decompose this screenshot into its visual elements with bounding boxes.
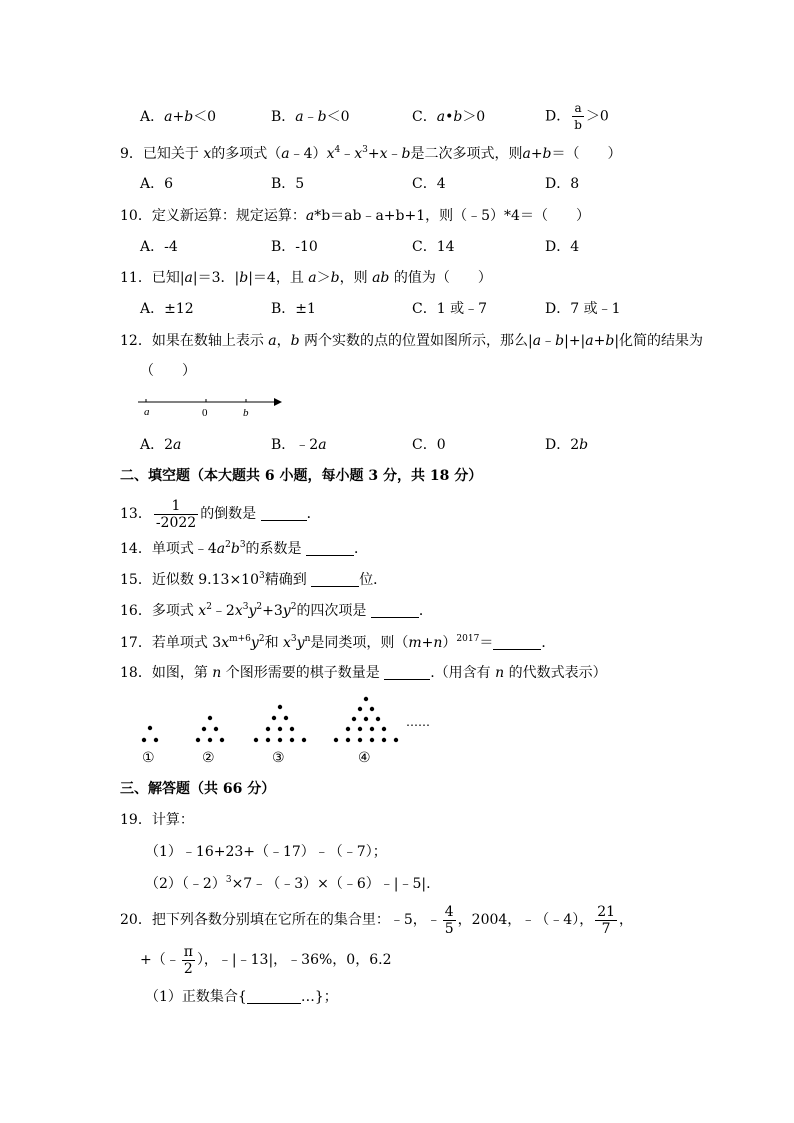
figure-label-2: ② [202, 750, 215, 766]
q11-option-b: B．±1 [271, 301, 316, 317]
q19-part-2: （2）（﹣2）$^3$×7﹣（﹣3）×（﹣6）﹣|﹣5|. [145, 875, 431, 892]
q9-option-b: B．5 [271, 176, 305, 192]
figure-1 [142, 726, 158, 742]
question-16: 16．多项式 $x^2﹣2x^3y^2+3y^2$的四次项是 ． [120, 602, 433, 619]
figure-3 [254, 705, 306, 742]
q10-option-d: D．4 [545, 239, 580, 255]
section-3-heading: 三、解答题（共 66 分） [120, 781, 276, 797]
question-19: 19．计算： [120, 812, 194, 828]
q10-option-c: C．14 [412, 239, 455, 255]
q12-option-d: D．2b [545, 437, 589, 453]
question-14: 14．单项式$﹣4a^2b^3$的系数是 ． [120, 540, 368, 557]
q8-option-b: B．a﹣b＜0 [271, 109, 350, 125]
question-10: 10．定义新运算：规定运算：a*b＝ab﹣a+b+1，则（﹣5）*4＝（ ） [120, 208, 590, 224]
axis-label-0: 0 [202, 407, 208, 419]
question-17: 17．若单项式 $3x^{m+6}y^2$和 $x^3y^n$是同类项，则$(m+n)^{2017}=$ ． [120, 634, 556, 651]
q11-option-c: C．1 或﹣7 [412, 301, 487, 317]
number-line-arrow [274, 398, 282, 406]
q12-option-c: C．0 [412, 437, 446, 453]
figure-4 [334, 697, 398, 742]
q10-option-b: B．-10 [271, 239, 318, 255]
q9-option-c: C．4 [412, 176, 446, 192]
section-2-heading: 二、填空题（本大题共 6 小题，每小题 3 分，共 18 分） [120, 468, 483, 484]
question-15: 15．近似数 $9.13\times 10^3$精确到 位． [120, 571, 388, 588]
question-18: 18．如图，第 n 个图形需要的棋子数量是 .（用含有 n 的代数式表示） [120, 665, 607, 681]
q20-line-2: +（﹣ $\frac{\pi}{2}$ ），﹣|﹣13|，﹣36%，0，6.2 [140, 943, 392, 977]
q12-option-b: B．﹣2a [271, 437, 327, 453]
q16-answer-blank[interactable] [371, 603, 419, 618]
q20-positive-set: （1）正数集合{ …}； [145, 989, 338, 1005]
q12-answer-paren: （ ） [140, 363, 196, 379]
q11-option-d: D．7 或﹣1 [545, 301, 621, 317]
figure-label-1: ① [142, 750, 155, 766]
q15-answer-blank[interactable] [311, 572, 359, 587]
q12-option-a: A．2a [140, 437, 182, 453]
question-11: 11．已知|a|＝3．|b|＝4，且 a＞b，则 ab 的值为（ ） [120, 270, 492, 286]
figure-2 [196, 716, 224, 742]
figure-label-3: ③ [272, 750, 285, 766]
q11-option-a: A．±12 [140, 301, 194, 317]
figure-label-4: ④ [358, 750, 371, 766]
q8-option-c: C．a•b＞0 [412, 109, 486, 125]
q17-answer-blank[interactable] [493, 635, 541, 650]
q18-answer-blank[interactable] [384, 665, 430, 680]
question-20: 20．把下列各数分别填在它所在的集合里：﹣5，﹣ $\frac{4}{5}$ ，2004，﹣（﹣4）， $\frac{21}{7}$ ， [120, 903, 634, 937]
q8-option-a: A．a+b＜0 [140, 109, 217, 125]
q10-option-a: A．-4 [140, 239, 178, 255]
question-12: 12．如果在数轴上表示 a，b 两个实数的点的位置如图所示，那么|a﹣b|+|a+b|化简的结果为 [120, 333, 704, 349]
q9-option-d: D．8 [545, 176, 580, 192]
q20-positive-set-blank[interactable] [247, 989, 301, 1004]
q19-part-1: （1）﹣16+23+（﹣17）﹣（﹣7）； [145, 844, 387, 860]
figure-ellipsis: …… [406, 715, 430, 729]
q8-option-d: D． $\frac{a}{b}$ ＞0 [545, 101, 609, 132]
axis-label-b: b [243, 407, 249, 419]
number-line [136, 392, 284, 420]
axis-label-a: a [144, 406, 150, 418]
question-13: 13． $\frac{1}{-2022}$ 的倒数是 ． [120, 497, 321, 531]
question-9: 9．已知关于 x的多项式$(a﹣4)x^4﹣x^3+x﹣b$是二次多项式，则a+b＝（ ） [120, 145, 622, 162]
q14-answer-blank[interactable] [306, 541, 354, 556]
q13-answer-blank[interactable] [261, 506, 307, 521]
q18-figure [130, 690, 440, 770]
q9-option-a: A．6 [140, 176, 174, 192]
